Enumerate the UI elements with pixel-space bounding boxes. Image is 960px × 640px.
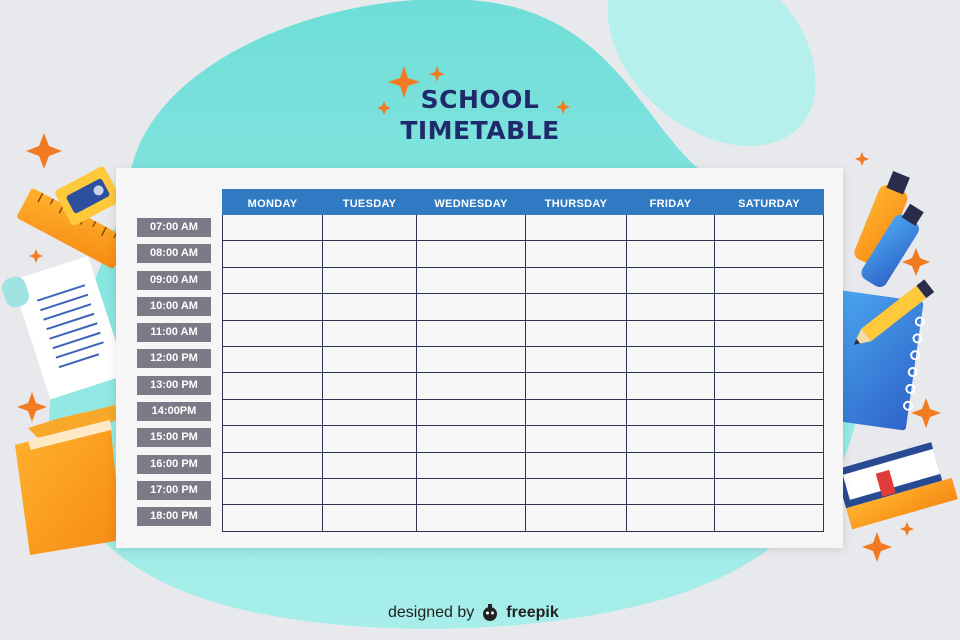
timetable-cell[interactable] (223, 320, 323, 346)
timetable-cell[interactable] (526, 505, 627, 531)
timetable-cell[interactable] (526, 320, 627, 346)
timetable-cell[interactable] (715, 346, 824, 372)
timetable-cell[interactable] (323, 267, 417, 293)
timetable-cell[interactable] (323, 215, 417, 241)
credit-brand: freepik (506, 604, 559, 621)
time-column (137, 218, 211, 534)
timetable-cell[interactable] (417, 452, 526, 478)
day-header-thursday: THURSDAY (526, 190, 627, 215)
timetable-cell[interactable] (715, 399, 824, 425)
timetable-cell[interactable] (715, 267, 824, 293)
timetable-cell[interactable] (627, 399, 715, 425)
time-label: 11:00 AM (137, 323, 211, 342)
time-label: 09:00 AM (137, 271, 211, 290)
timetable-cell[interactable] (323, 294, 417, 320)
timetable-cell[interactable] (417, 346, 526, 372)
timetable-cell[interactable] (526, 267, 627, 293)
credit-prefix: designed by (388, 604, 475, 621)
timetable-row (223, 373, 824, 399)
timetable-grid (222, 189, 823, 532)
time-label: 15:00 PM (137, 428, 211, 447)
timetable-cell[interactable] (223, 452, 323, 478)
title-line-1: SCHOOL (420, 85, 540, 114)
day-header-friday: FRIDAY (627, 190, 715, 215)
day-header-row (223, 190, 824, 215)
timetable-cell[interactable] (323, 505, 417, 531)
timetable-cell[interactable] (417, 241, 526, 267)
timetable-cell[interactable] (526, 294, 627, 320)
timetable-cell[interactable] (223, 294, 323, 320)
timetable-cell[interactable] (627, 320, 715, 346)
timetable-cell[interactable] (715, 215, 824, 241)
timetable-cell[interactable] (323, 346, 417, 372)
book-icon (835, 439, 958, 529)
timetable-cell[interactable] (627, 215, 715, 241)
timetable-cell[interactable] (526, 452, 627, 478)
timetable-cell[interactable] (223, 426, 323, 452)
timetable-row (223, 267, 824, 293)
timetable-cell[interactable] (323, 241, 417, 267)
timetable-cell[interactable] (417, 294, 526, 320)
timetable-cell[interactable] (627, 452, 715, 478)
day-header-saturday: SATURDAY (715, 190, 824, 215)
timetable-cell[interactable] (715, 505, 824, 531)
time-label: 17:00 PM (137, 481, 211, 500)
timetable-row (223, 452, 824, 478)
timetable-cell[interactable] (715, 478, 824, 504)
timetable-row (223, 241, 824, 267)
timetable-cell[interactable] (323, 373, 417, 399)
timetable-row (223, 346, 824, 372)
timetable-cell[interactable] (627, 373, 715, 399)
timetable-row (223, 399, 824, 425)
timetable-row (223, 215, 824, 241)
day-header-wednesday: WEDNESDAY (417, 190, 526, 215)
timetable-cell[interactable] (715, 452, 824, 478)
timetable-cell[interactable] (417, 320, 526, 346)
timetable-row (223, 426, 824, 452)
time-label: 18:00 PM (137, 507, 211, 526)
timetable-cell[interactable] (715, 320, 824, 346)
day-header-tuesday: TUESDAY (323, 190, 417, 215)
timetable-cell[interactable] (627, 478, 715, 504)
time-label: 07:00 AM (137, 218, 211, 237)
timetable-cell[interactable] (323, 320, 417, 346)
page-title (380, 84, 580, 146)
timetable-cell[interactable] (223, 215, 323, 241)
timetable-row (223, 320, 824, 346)
time-label: 14:00PM (137, 402, 211, 421)
timetable-row (223, 505, 824, 531)
timetable-cell[interactable] (417, 505, 526, 531)
timetable-cell[interactable] (627, 294, 715, 320)
time-label: 10:00 AM (137, 297, 211, 316)
timetable-cell[interactable] (715, 373, 824, 399)
timetable-cell[interactable] (323, 399, 417, 425)
timetable-cell[interactable] (526, 346, 627, 372)
title-line-2: TIMETABLE (400, 116, 560, 145)
timetable-cell[interactable] (223, 478, 323, 504)
timetable-cell[interactable] (417, 373, 526, 399)
timetable-cell[interactable] (627, 346, 715, 372)
timetable-cell[interactable] (526, 241, 627, 267)
timetable-cell[interactable] (323, 478, 417, 504)
timetable-cell[interactable] (526, 426, 627, 452)
timetable-cell[interactable] (627, 241, 715, 267)
timetable-cell[interactable] (715, 241, 824, 267)
timetable-cell[interactable] (627, 505, 715, 531)
timetable-row (223, 478, 824, 504)
timetable-cell[interactable] (526, 478, 627, 504)
timetable-cell[interactable] (223, 505, 323, 531)
timetable-cell[interactable] (526, 215, 627, 241)
time-label: 13:00 PM (137, 376, 211, 395)
timetable-cell[interactable] (715, 294, 824, 320)
timetable-cell[interactable] (323, 426, 417, 452)
day-header-monday: MONDAY (223, 190, 323, 215)
credit-line (388, 604, 559, 622)
timetable-cell[interactable] (323, 452, 417, 478)
timetable-cell[interactable] (627, 267, 715, 293)
timetable-cell[interactable] (526, 373, 627, 399)
timetable-cell[interactable] (223, 399, 323, 425)
timetable-cell[interactable] (417, 267, 526, 293)
timetable-row (223, 294, 824, 320)
timetable-cell[interactable] (715, 426, 824, 452)
timetable-cell[interactable] (417, 478, 526, 504)
timetable-cell[interactable] (223, 346, 323, 372)
time-label: 12:00 PM (137, 349, 211, 368)
folder-icon (15, 405, 122, 555)
timetable-cell[interactable] (417, 215, 526, 241)
timetable-cell[interactable] (526, 399, 627, 425)
time-label: 16:00 PM (137, 455, 211, 474)
timetable-body (223, 215, 824, 532)
timetable-cell[interactable] (223, 267, 323, 293)
timetable-cell[interactable] (627, 426, 715, 452)
time-label: 08:00 AM (137, 244, 211, 263)
timetable-cell[interactable] (417, 399, 526, 425)
timetable-cell[interactable] (223, 241, 323, 267)
timetable-table (222, 189, 824, 532)
timetable-cell[interactable] (417, 426, 526, 452)
freepik-logo-icon (480, 604, 500, 622)
timetable-cell[interactable] (223, 373, 323, 399)
